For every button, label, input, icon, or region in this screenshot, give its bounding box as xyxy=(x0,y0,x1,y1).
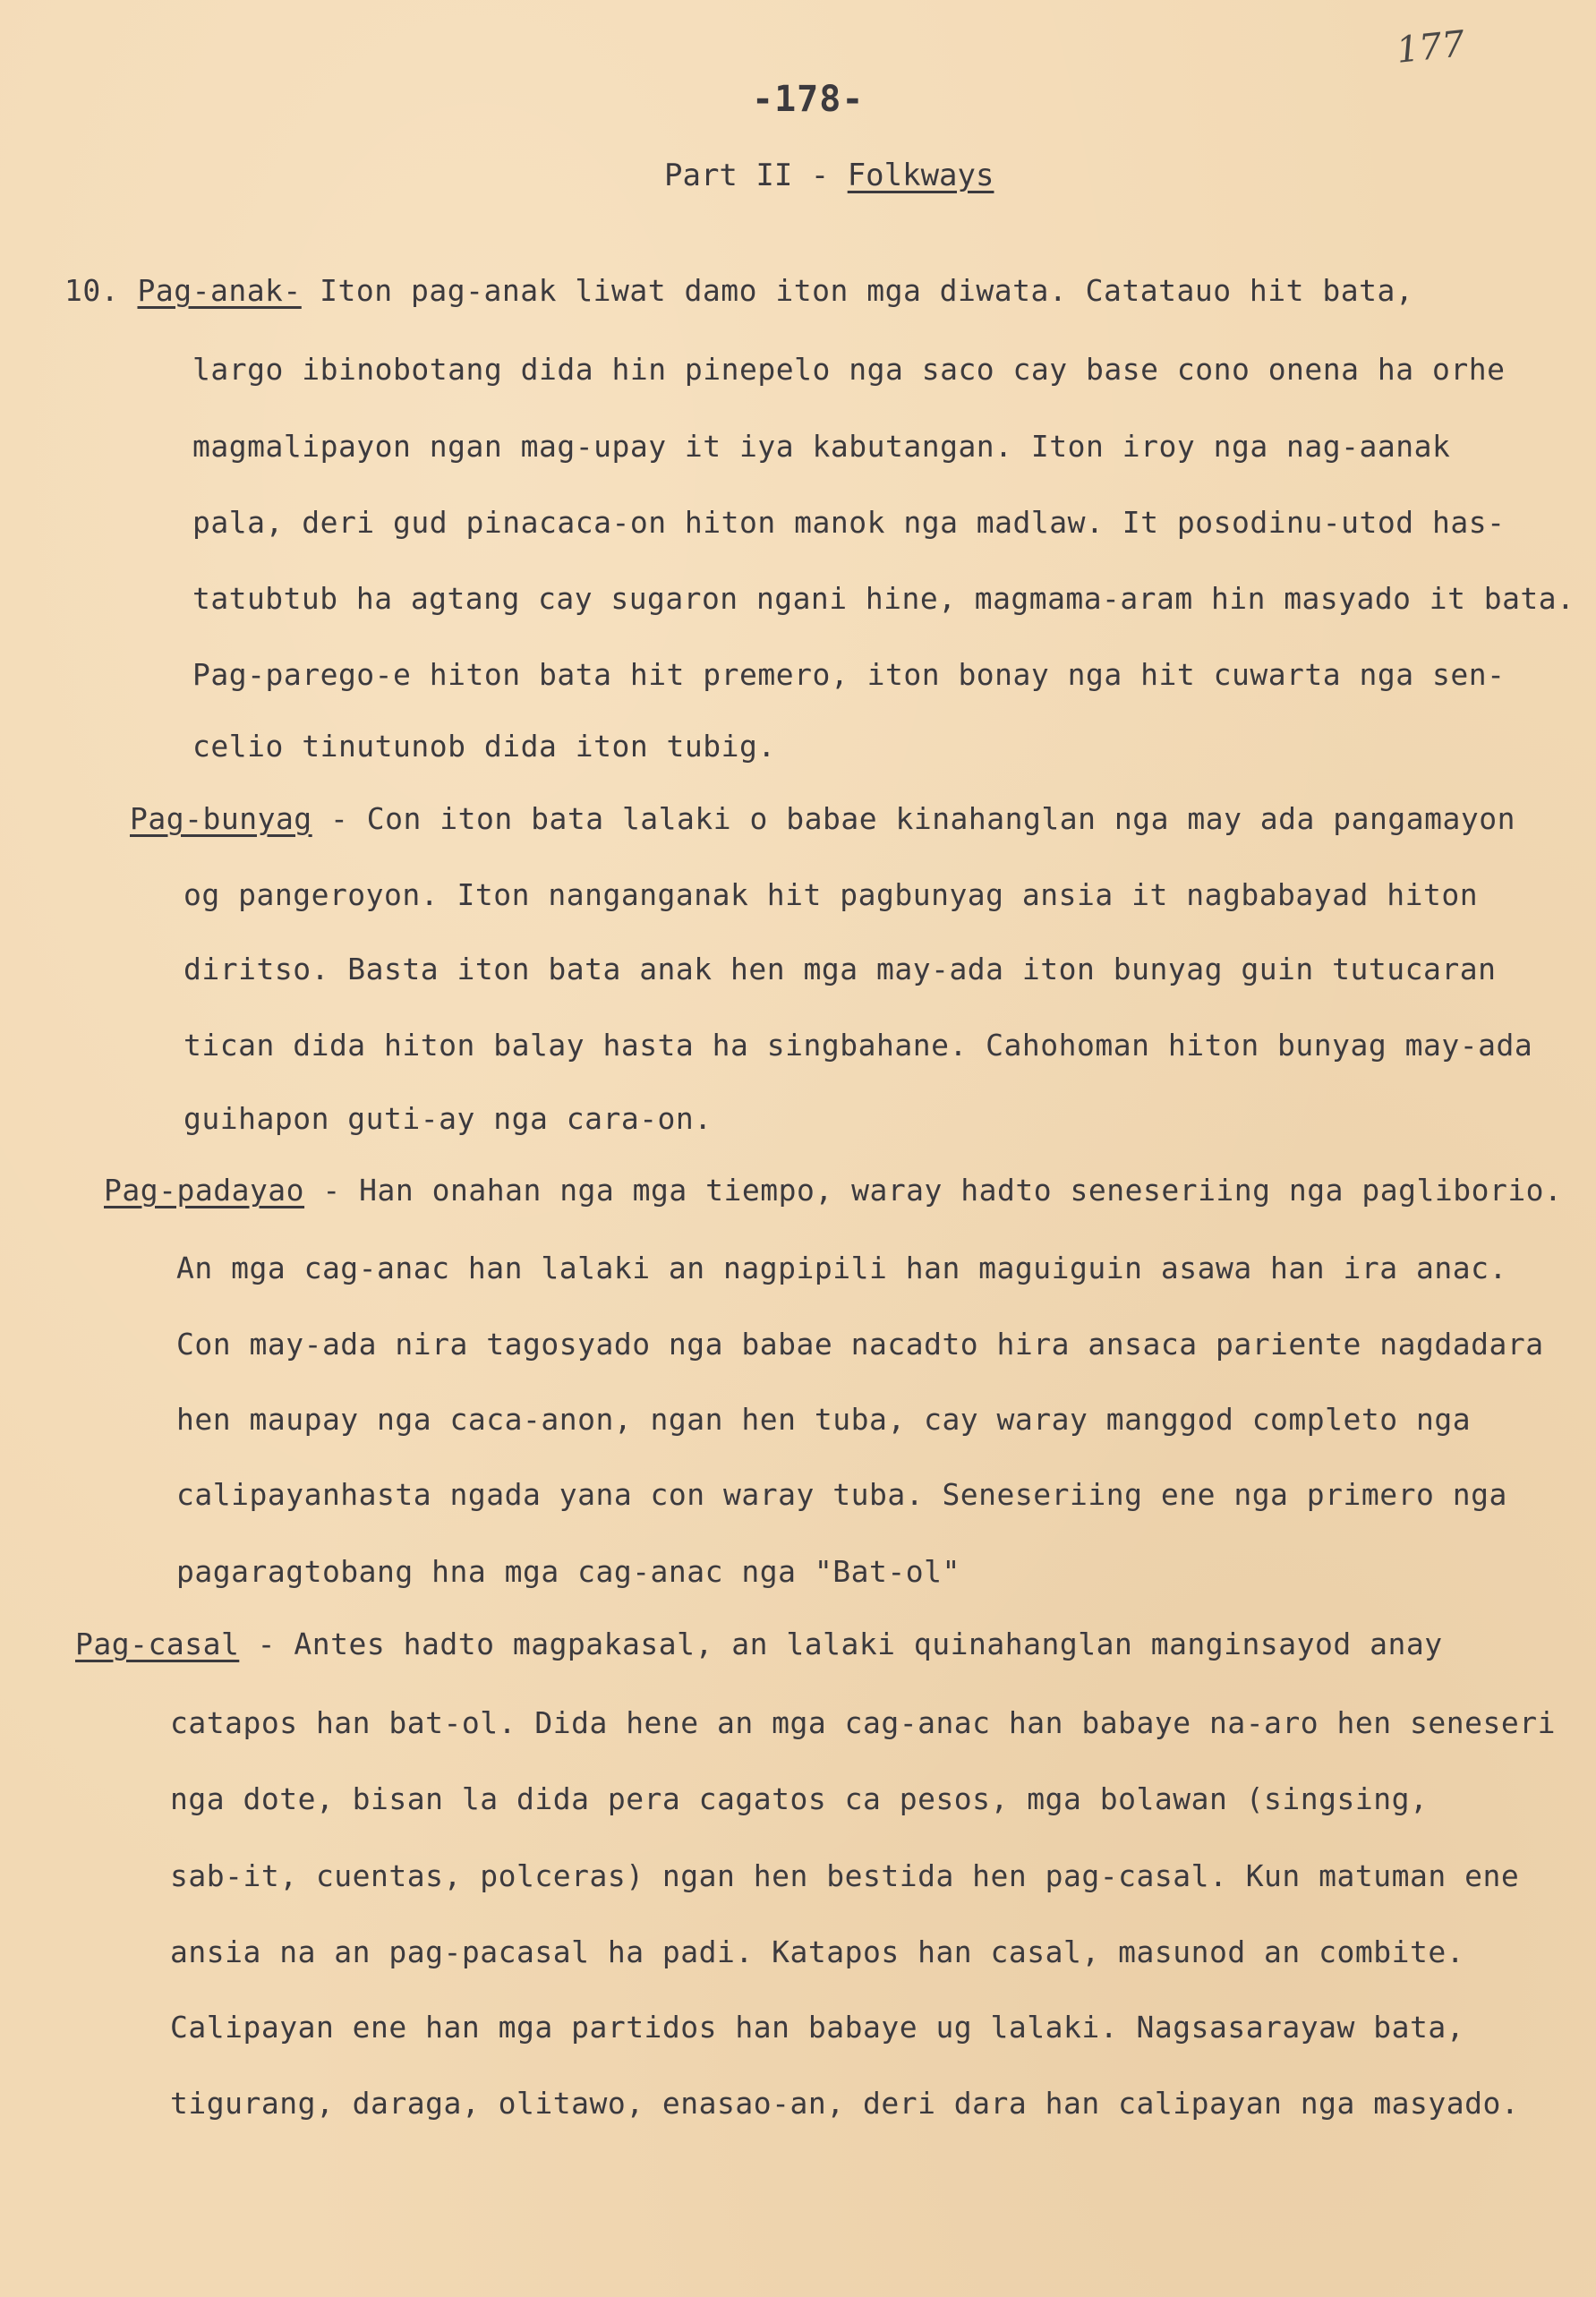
paragraph-line: Calipayan ene han mga partidos han babaye ug lalaki. Nagsasarayaw bata, xyxy=(170,2010,1465,2045)
paragraph-line: hen maupay nga caca-anon, ngan hen tuba, cay waray manggod completo nga xyxy=(176,1402,1472,1437)
paragraph-line: pagaragtobang hna mga cag-anac nga "Bat-ol" xyxy=(176,1554,960,1589)
page-title xyxy=(664,158,994,193)
section-label-paganak: Pag-anak- xyxy=(137,273,302,308)
paragraph-line: calipayanhasta ngada yana con waray tuba. Seneseriing ene nga primero nga xyxy=(176,1477,1507,1512)
paragraph-line: guihapon guti-ay nga cara-on. xyxy=(183,1101,713,1136)
paragraph-line: catapos han bat-ol. Dida hene an mga cag-anac han babaye na-aro hen seneseri xyxy=(170,1705,1556,1740)
line-text: - Antes hadto magpakasal, an lalaki quinahanglan manginsayod anay xyxy=(239,1627,1443,1661)
paragraph-line: sab-it, cuentas, polceras) ngan hen bestida hen pag-casal. Kun matuman ene xyxy=(170,1858,1520,1893)
paragraph-line: nga dote, bisan la dida pera cagatos ca pesos, mga bolawan (singsing, xyxy=(170,1781,1429,1816)
title-prefix: Part II - xyxy=(664,158,848,193)
section-label-pagpadayao: Pag-padayao xyxy=(104,1173,305,1208)
line-text: Iton pag-anak liwat damo iton mga diwata. Catatauo hit bata, xyxy=(320,273,1414,308)
paragraph-line xyxy=(64,273,1413,308)
paragraph-line: Pag-parego-e hiton bata hit premero, iton bonay nga hit cuwarta nga sen- xyxy=(192,657,1506,692)
paragraph-line: diritso. Basta iton bata anak hen mga may-ada iton bunyag guin tutucaran xyxy=(183,952,1497,986)
paragraph-line: magmalipayon ngan mag-upay it iya kabutangan. Iton iroy nga nag-aanak xyxy=(192,429,1451,464)
paragraph-line xyxy=(75,1627,1443,1661)
line-text: - Con iton bata lalaki o babae kinahanglan nga may ada pangamayon xyxy=(312,801,1515,836)
paragraph-line: pala, deri gud pinacaca-on hiton manok nga madlaw. It posodinu-utod has- xyxy=(192,505,1506,540)
paragraph-line: Con may-ada nira tagosyado nga babae nacadto hira ansaca pariente nagdadara xyxy=(176,1327,1544,1362)
paragraph-line xyxy=(104,1173,1562,1208)
paragraph-line: tigurang, daraga, olitawo, enasao-an, deri dara han calipayan nga masyado. xyxy=(170,2086,1520,2121)
paragraph-line: og pangeroyon. Iton nanganganak hit pagbunyag ansia it nagbabayad hiton xyxy=(183,877,1479,912)
paragraph-line: largo ibinobotang dida hin pinepelo nga saco cay base cono onena ha orhe xyxy=(192,352,1506,387)
paragraph-line: tatubtub ha agtang cay sugaron ngani hine, magmama-aram hin masyado it bata. xyxy=(192,581,1575,616)
page-number: -178- xyxy=(752,79,865,120)
section-number: 10. xyxy=(64,273,120,308)
paragraph-line xyxy=(130,801,1515,836)
section-label-pagbunyag: Pag-bunyag xyxy=(130,801,312,836)
section-label-pagcasal: Pag-casal xyxy=(75,1627,240,1661)
handwritten-page-number: 177 xyxy=(1394,23,1467,72)
paragraph-line: ansia na an pag-pacasal ha padi. Katapos han casal, masunod an combite. xyxy=(170,1934,1465,1969)
paragraph-line: An mga cag-anac han lalaki an nagpipili han maguiguin asawa han ira anac. xyxy=(176,1251,1507,1285)
paragraph-line: celio tinutunob dida iton tubig. xyxy=(192,729,776,764)
line-text: - Han onahan nga mga tiempo, waray hadto seneseriing nga pagliborio. xyxy=(304,1173,1563,1208)
title-underlined: Folkways xyxy=(847,158,994,193)
paragraph-line: tican dida hiton balay hasta ha singbahane. Cahohoman hiton bunyag may-ada xyxy=(183,1028,1533,1063)
